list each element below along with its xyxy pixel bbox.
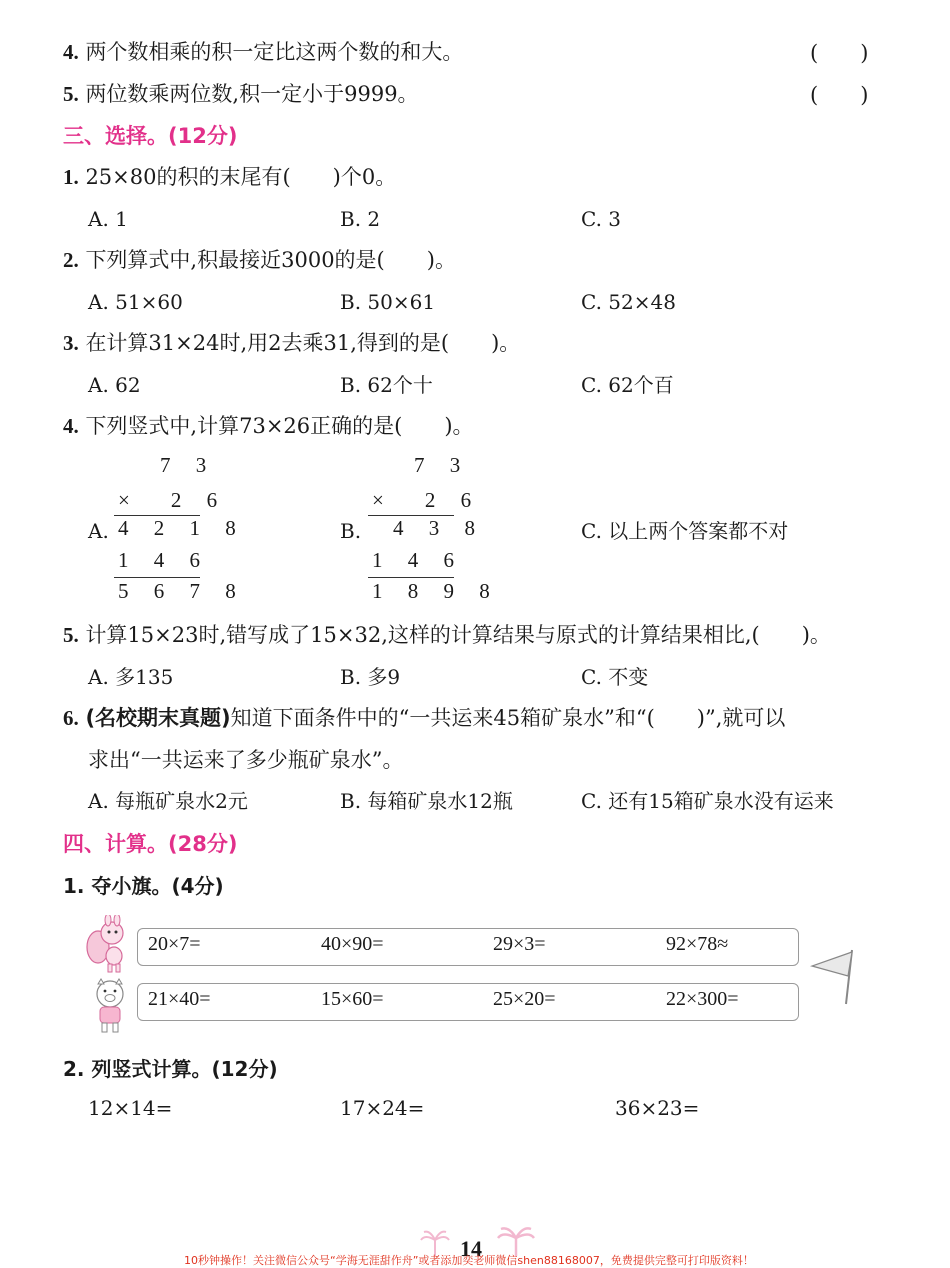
oral-calc-item[interactable]: 25×20= (493, 988, 556, 1010)
choice-q4 (63, 411, 474, 441)
flag-row-1 (137, 928, 799, 966)
option-a[interactable]: A. 62 (88, 373, 141, 397)
option-b[interactable]: B. 多9 (340, 665, 401, 689)
squirrel-icon (84, 915, 132, 975)
flag-icon (808, 948, 858, 1006)
vertical-calc-a-line1: 7 3 (160, 453, 217, 477)
question-text: 两位数乘两位数,积一定小于9999。 (85, 82, 419, 106)
oral-calc-item[interactable]: 15×60= (321, 988, 384, 1010)
vertical-calc-b-line1: 7 3 (414, 453, 471, 477)
choice-q6 (63, 703, 785, 733)
judge-q4 (63, 37, 463, 67)
vertical-calc-problem[interactable]: 12×14= (88, 1096, 173, 1120)
question-number: 5. (63, 623, 79, 647)
question-text: 计算15×23时,错写成了15×32,这样的计算结果与原式的计算结果相比,( )。 (85, 623, 831, 647)
option-c[interactable]: C. 3 (581, 207, 622, 231)
question-text: 两个数相乘的积一定比这两个数的和大。 (85, 40, 464, 64)
option-a[interactable]: A. 51×60 (88, 290, 183, 314)
question-number: 4. (63, 40, 79, 64)
vertical-calc-problem[interactable]: 17×24= (340, 1096, 425, 1120)
answer-paren[interactable]: ( ) (810, 41, 869, 65)
option-b[interactable]: B. 每箱矿泉水12瓶 (340, 789, 513, 813)
section-title-calc: 四、计算。(28分) (63, 832, 238, 856)
answer-paren[interactable]: ( ) (810, 83, 869, 107)
oral-calc-item[interactable]: 21×40= (148, 988, 211, 1010)
vertical-calc-a-line4: 1 4 6 (118, 548, 210, 572)
option-b[interactable]: B. 62个十 (340, 373, 433, 397)
oral-calc-item[interactable]: 22×300= (666, 988, 739, 1010)
question-number: 4. (63, 414, 79, 438)
option-a-label[interactable]: A. (88, 519, 109, 543)
option-c[interactable]: C. 62个百 (581, 373, 674, 397)
oral-calc-item[interactable]: 29×3= (493, 933, 546, 955)
oral-calc-item[interactable]: 92×78≈ (666, 933, 729, 955)
option-c[interactable]: C. 以上两个答案都不对 (581, 519, 789, 543)
section-title-choice: 三、选择。(12分) (63, 124, 238, 148)
vertical-calc-b-line2: × 2 6 (372, 488, 482, 512)
option-c[interactable]: C. 还有15箱矿泉水没有运来 (581, 789, 834, 813)
vertical-calc-a-line3: 4 2 1 8 (118, 516, 246, 540)
vertical-calc-b-line4: 1 4 6 (372, 548, 464, 572)
pig-icon (88, 978, 132, 1036)
oral-calc-item[interactable]: 20×7= (148, 933, 201, 955)
vertical-calc-problem[interactable]: 36×23= (615, 1096, 700, 1120)
option-a[interactable]: A. 多135 (88, 665, 174, 689)
option-b[interactable]: B. 2 (340, 207, 381, 231)
question-number: 1. (63, 165, 79, 189)
vertical-calc-b-line3: 4 3 8 (393, 516, 485, 540)
vertical-calc-b-rule2 (368, 577, 454, 578)
oral-calc-item[interactable]: 40×90= (321, 933, 384, 955)
choice-q2 (63, 245, 456, 275)
question-number: 2. (63, 248, 79, 272)
question-text: 下列算式中,积最接近3000的是( )。 (85, 248, 456, 272)
choice-q6-line2: 求出“一共运来了多少瓶矿泉水”。 (88, 748, 404, 772)
question-number: 6. (63, 706, 79, 730)
option-a[interactable]: A. 1 (88, 207, 128, 231)
subsection-flag-title: 1. 夺小旗。(4分) (63, 874, 224, 898)
option-c[interactable]: C. 不变 (581, 665, 649, 689)
question-text: 知道下面条件中的“一共运来45箱矿泉水”和“( )”,就可以 (230, 706, 786, 730)
question-number: 3. (63, 331, 79, 355)
choice-q3 (63, 328, 520, 358)
option-b[interactable]: B. 50×61 (340, 290, 436, 314)
footer-notice: 10秒钟操作！关注微信公众号“学海无涯甜作舟”或者添加奕老师微信shen88168007，免费提供完整可打印版资料！ (184, 1254, 754, 1267)
option-c[interactable]: C. 52×48 (581, 290, 676, 314)
page-number: 14 (460, 1236, 482, 1261)
vertical-calc-a-line5: 5 6 7 8 (118, 579, 246, 603)
choice-q1 (63, 162, 396, 192)
source-tag: (名校期末真题) (85, 706, 231, 730)
subsection-vertical-title: 2. 列竖式计算。(12分) (63, 1057, 278, 1081)
flag-row-2 (137, 983, 799, 1021)
option-a[interactable]: A. 每瓶矿泉水2元 (88, 789, 248, 813)
judge-q5 (63, 79, 419, 109)
question-text: 在计算31×24时,用2去乘31,得到的是( )。 (85, 331, 521, 355)
choice-q5 (63, 620, 831, 650)
vertical-calc-b-line5: 1 8 9 8 (372, 579, 500, 603)
question-text: 25×80的积的末尾有( )个0。 (85, 165, 397, 189)
vertical-calc-a-line2: × 2 6 (118, 488, 228, 512)
question-text: 下列竖式中,计算73×26正确的是( )。 (85, 414, 474, 438)
vertical-calc-a-rule2 (114, 577, 200, 578)
question-number: 5. (63, 82, 79, 106)
option-b-label[interactable]: B. (340, 519, 362, 543)
